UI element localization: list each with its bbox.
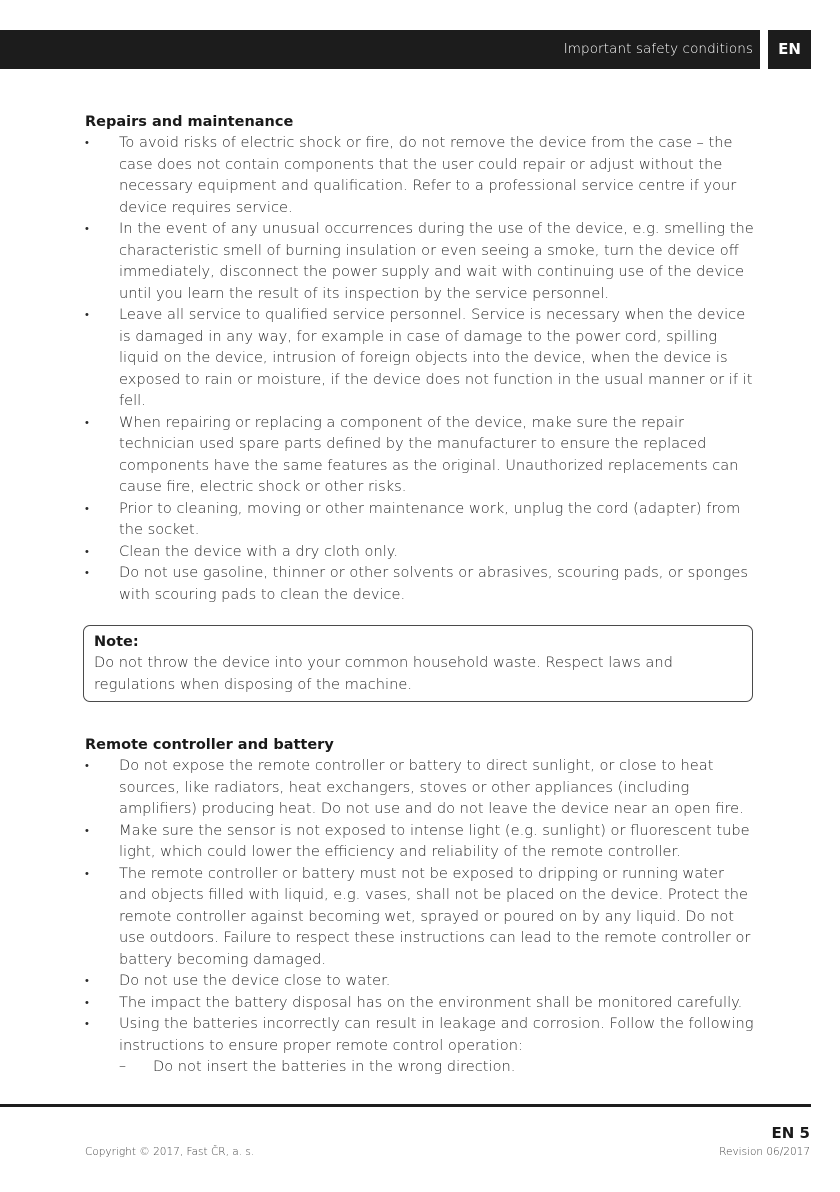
list-item: • Using the batteries incorrectly can result in leakage and corrosion. Follow the following instructions to ensure proper remote control operation: [85, 1013, 755, 1056]
page-content [85, 112, 755, 1078]
list-item: • In the event of any unusual occurrences during the use of the device, e.g. smelling the characteristic smell of burning insulation or even seeing a smoke, turn the device off immediately, disconnect the power supply and wait with continuing use of the device until you learn the result of its inspection by the service personnel. [85, 218, 755, 304]
note-text: Do not throw the device into your common household waste. Respect laws and regulations when disposing of the machine. [94, 654, 673, 693]
header-bar [0, 30, 760, 69]
list-item: • Make sure the sensor is not exposed to intense light (e.g. sunlight) or fluorescent tube light, which could lower the efficiency and reliability of the remote controller. [85, 820, 755, 863]
list-item: • When repairing or replacing a component of the device, make sure the repair technician used spare parts defined by the manufacturer to ensure the replaced components have the same features as the original. Unauthorized replacements can cause fire, electric shock or other risks. [85, 412, 755, 498]
list-item: • Clean the device with a dry cloth only. [85, 541, 755, 563]
list-item: • Do not expose the remote controller or battery to direct sunlight, or close to heat sources, like radiators, heat exchangers, stoves or other appliances (including amplifiers) producing heat. Do not use and do not leave the device near an open fire. [85, 755, 755, 820]
remote-section [85, 735, 755, 1078]
footer-rule [0, 1104, 811, 1107]
section-heading-remote: Remote controller and battery [85, 737, 334, 753]
list-item: • The impact the battery disposal has on the environment shall be monitored carefully. [85, 992, 755, 1014]
list-item: • Do not use the device close to water. [85, 970, 755, 992]
list-item: • To avoid risks of electric shock or fire, do not remove the device from the case – the case does not contain components that the user could repair or adjust without the necessary equipment and qualification. Refer to a professional service centre if your device requires service. [85, 132, 755, 218]
note-box [83, 625, 753, 702]
remote-list [85, 755, 755, 1078]
repairs-list [85, 132, 755, 605]
note-title: Note: [94, 634, 139, 650]
section-heading-repairs: Repairs and maintenance [85, 114, 294, 130]
revision: Revision 06/2017 [719, 1146, 810, 1158]
list-item: • Leave all service to qualified service personnel. Service is necessary when the device is damaged in any way, for example in case of damage to the power cord, spilling liquid on the device, intrusion of foreign objects into the device, when the device is exposed to rain or moisture, if the device does not function in the usual manner or if it fell. [85, 304, 755, 412]
list-item: • The remote controller or battery must not be exposed to dripping or running water and objects filled with liquid, e.g. vases, shall not be placed on the device. Protect the remote controller against becoming wet, sprayed or poured on by any liquid. Do not use outdoors. Failure to respect these instructions can lead to the remote controller or battery becoming damaged. [85, 863, 755, 971]
header-title: Important safety conditions [563, 41, 753, 57]
sub-list-item: – Do not insert the batteries in the wrong direction. [85, 1056, 755, 1078]
language-tab: EN [768, 30, 811, 69]
copyright: Copyright © 2017, Fast ČR, a. s. [85, 1146, 255, 1158]
list-item: • Do not use gasoline, thinner or other solvents or abrasives, scouring pads, or sponges with scouring pads to clean the device. [85, 562, 755, 605]
list-item: • Prior to cleaning, moving or other maintenance work, unplug the cord (adapter) from the socket. [85, 498, 755, 541]
page-number: EN 5 [771, 1124, 810, 1142]
